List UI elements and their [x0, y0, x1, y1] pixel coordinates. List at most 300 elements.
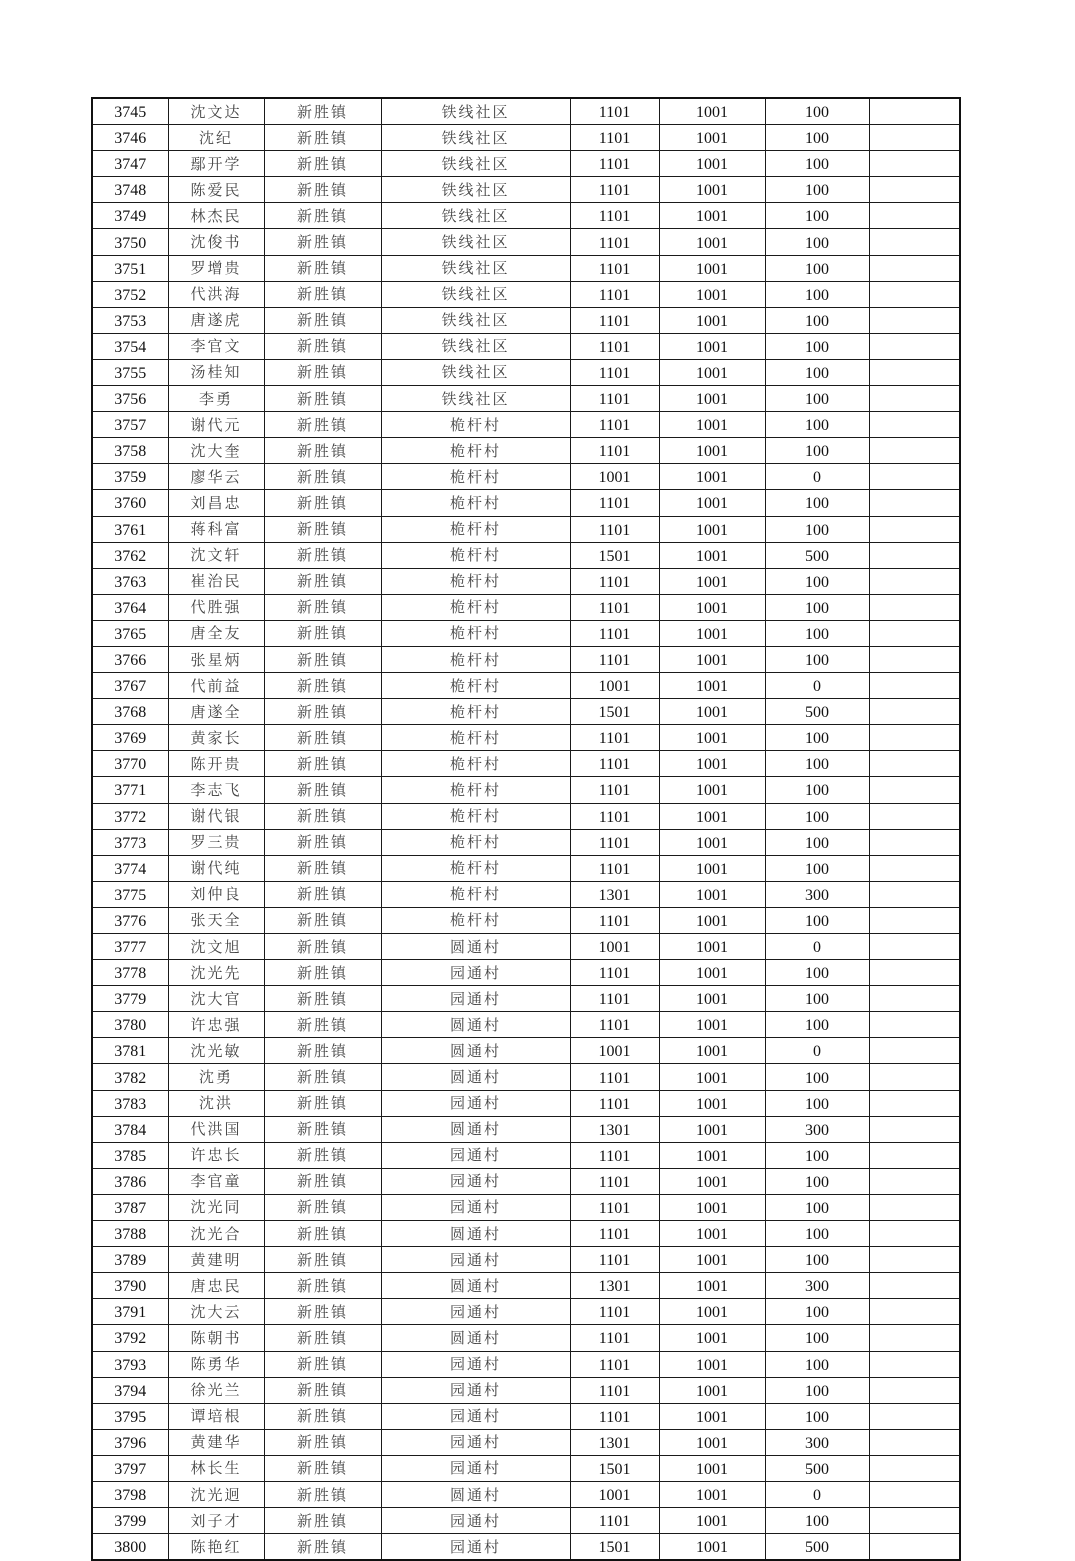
name-cell: 林长生 — [168, 1455, 264, 1481]
value-b-cell: 1001 — [659, 1090, 765, 1116]
remark-cell — [869, 855, 960, 881]
town-cell: 新胜镇 — [264, 438, 381, 464]
value-a-cell: 1501 — [570, 1455, 659, 1481]
difference-cell: 500 — [765, 1455, 869, 1481]
name-cell: 蒋科富 — [168, 516, 264, 542]
table-row — [92, 907, 960, 933]
village-cell: 园通村 — [381, 1429, 570, 1455]
name-cell: 沈光敏 — [168, 1038, 264, 1064]
value-b-cell: 1001 — [659, 98, 765, 125]
table-row — [92, 1508, 960, 1534]
village-cell: 桅杆村 — [381, 438, 570, 464]
village-cell: 园通村 — [381, 1377, 570, 1403]
table-row — [92, 307, 960, 333]
value-a-cell: 1001 — [570, 934, 659, 960]
town-cell: 新胜镇 — [264, 1534, 381, 1561]
remark-cell — [869, 464, 960, 490]
table-row — [92, 1325, 960, 1351]
remark-cell — [869, 438, 960, 464]
difference-cell: 100 — [765, 568, 869, 594]
row-number-cell: 3789 — [92, 1247, 168, 1273]
village-cell: 园通村 — [381, 1299, 570, 1325]
town-cell: 新胜镇 — [264, 1455, 381, 1481]
value-a-cell: 1101 — [570, 203, 659, 229]
remark-cell — [869, 203, 960, 229]
row-number-cell: 3782 — [92, 1064, 168, 1090]
value-a-cell: 1101 — [570, 1012, 659, 1038]
row-number-cell: 3794 — [92, 1377, 168, 1403]
row-number-cell: 3756 — [92, 386, 168, 412]
value-a-cell: 1101 — [570, 960, 659, 986]
value-b-cell: 1001 — [659, 1403, 765, 1429]
name-cell: 谢代纯 — [168, 855, 264, 881]
table-row — [92, 829, 960, 855]
village-cell: 桅杆村 — [381, 620, 570, 646]
row-number-cell: 3755 — [92, 359, 168, 385]
difference-cell: 100 — [765, 412, 869, 438]
row-number-cell: 3747 — [92, 151, 168, 177]
row-number-cell: 3770 — [92, 751, 168, 777]
town-cell: 新胜镇 — [264, 1221, 381, 1247]
town-cell: 新胜镇 — [264, 542, 381, 568]
value-b-cell: 1001 — [659, 568, 765, 594]
table-row — [92, 438, 960, 464]
town-cell: 新胜镇 — [264, 281, 381, 307]
name-cell: 李勇 — [168, 386, 264, 412]
remark-cell — [869, 1351, 960, 1377]
village-cell: 铁线社区 — [381, 359, 570, 385]
table-row — [92, 699, 960, 725]
value-a-cell: 1101 — [570, 1168, 659, 1194]
difference-cell: 300 — [765, 1429, 869, 1455]
remark-cell — [869, 934, 960, 960]
row-number-cell: 3792 — [92, 1325, 168, 1351]
village-cell: 桅杆村 — [381, 855, 570, 881]
difference-cell: 300 — [765, 881, 869, 907]
village-cell: 铁线社区 — [381, 307, 570, 333]
value-b-cell: 1001 — [659, 281, 765, 307]
value-a-cell: 1101 — [570, 986, 659, 1012]
remark-cell — [869, 307, 960, 333]
table-row — [92, 255, 960, 281]
village-cell: 铁线社区 — [381, 177, 570, 203]
value-b-cell: 1001 — [659, 1168, 765, 1194]
town-cell: 新胜镇 — [264, 1508, 381, 1534]
value-a-cell: 1101 — [570, 255, 659, 281]
remark-cell — [869, 1038, 960, 1064]
remark-cell — [869, 673, 960, 699]
row-number-cell: 3795 — [92, 1403, 168, 1429]
village-cell: 桅杆村 — [381, 516, 570, 542]
name-cell: 廖华云 — [168, 464, 264, 490]
table-row — [92, 1221, 960, 1247]
value-a-cell: 1101 — [570, 412, 659, 438]
row-number-cell: 3748 — [92, 177, 168, 203]
value-b-cell: 1001 — [659, 464, 765, 490]
village-cell: 圆通村 — [381, 1221, 570, 1247]
remark-cell — [869, 151, 960, 177]
village-cell: 桅杆村 — [381, 907, 570, 933]
row-number-cell: 3767 — [92, 673, 168, 699]
value-a-cell: 1101 — [570, 1403, 659, 1429]
value-a-cell: 1001 — [570, 673, 659, 699]
village-cell: 铁线社区 — [381, 229, 570, 255]
difference-cell: 100 — [765, 1142, 869, 1168]
remark-cell — [869, 777, 960, 803]
difference-cell: 100 — [765, 1403, 869, 1429]
table-row — [92, 386, 960, 412]
remark-cell — [869, 1064, 960, 1090]
row-number-cell: 3800 — [92, 1534, 168, 1561]
row-number-cell: 3746 — [92, 125, 168, 151]
difference-cell: 100 — [765, 1221, 869, 1247]
name-cell: 黄建华 — [168, 1429, 264, 1455]
row-number-cell: 3779 — [92, 986, 168, 1012]
town-cell: 新胜镇 — [264, 986, 381, 1012]
remark-cell — [869, 98, 960, 125]
village-cell: 铁线社区 — [381, 203, 570, 229]
value-a-cell: 1101 — [570, 1508, 659, 1534]
town-cell: 新胜镇 — [264, 907, 381, 933]
value-a-cell: 1001 — [570, 1481, 659, 1507]
value-b-cell: 1001 — [659, 1455, 765, 1481]
difference-cell: 100 — [765, 725, 869, 751]
name-cell: 沈大官 — [168, 986, 264, 1012]
remark-cell — [869, 1247, 960, 1273]
town-cell: 新胜镇 — [264, 1038, 381, 1064]
remark-cell — [869, 1325, 960, 1351]
town-cell: 新胜镇 — [264, 307, 381, 333]
difference-cell: 100 — [765, 125, 869, 151]
value-b-cell: 1001 — [659, 803, 765, 829]
remark-cell — [869, 281, 960, 307]
village-cell: 桅杆村 — [381, 542, 570, 568]
village-cell: 圆通村 — [381, 1325, 570, 1351]
difference-cell: 100 — [765, 960, 869, 986]
table-row — [92, 646, 960, 672]
name-cell: 刘仲良 — [168, 881, 264, 907]
row-number-cell: 3778 — [92, 960, 168, 986]
remark-cell — [869, 1116, 960, 1142]
row-number-cell: 3798 — [92, 1481, 168, 1507]
difference-cell: 100 — [765, 1351, 869, 1377]
remark-cell — [869, 829, 960, 855]
village-cell: 圆通村 — [381, 1064, 570, 1090]
value-a-cell: 1101 — [570, 855, 659, 881]
name-cell: 代前益 — [168, 673, 264, 699]
town-cell: 新胜镇 — [264, 1325, 381, 1351]
village-cell: 桅杆村 — [381, 464, 570, 490]
remark-cell — [869, 1221, 960, 1247]
remark-cell — [869, 1455, 960, 1481]
table-row — [92, 1038, 960, 1064]
town-cell: 新胜镇 — [264, 1142, 381, 1168]
town-cell: 新胜镇 — [264, 1194, 381, 1220]
town-cell: 新胜镇 — [264, 803, 381, 829]
village-cell: 铁线社区 — [381, 281, 570, 307]
value-b-cell: 1001 — [659, 1116, 765, 1142]
town-cell: 新胜镇 — [264, 255, 381, 281]
name-cell: 沈文旭 — [168, 934, 264, 960]
difference-cell: 100 — [765, 307, 869, 333]
name-cell: 罗增贵 — [168, 255, 264, 281]
value-b-cell: 1001 — [659, 751, 765, 777]
value-a-cell: 1101 — [570, 777, 659, 803]
value-b-cell: 1001 — [659, 516, 765, 542]
name-cell: 唐遂虎 — [168, 307, 264, 333]
town-cell: 新胜镇 — [264, 751, 381, 777]
town-cell: 新胜镇 — [264, 1168, 381, 1194]
name-cell: 沈光合 — [168, 1221, 264, 1247]
table-row — [92, 1455, 960, 1481]
value-a-cell: 1101 — [570, 177, 659, 203]
table-row — [92, 568, 960, 594]
remark-cell — [869, 255, 960, 281]
town-cell: 新胜镇 — [264, 1299, 381, 1325]
value-b-cell: 1001 — [659, 1038, 765, 1064]
table-row — [92, 490, 960, 516]
difference-cell: 100 — [765, 1325, 869, 1351]
value-b-cell: 1001 — [659, 1064, 765, 1090]
village-cell: 桅杆村 — [381, 881, 570, 907]
difference-cell: 100 — [765, 1090, 869, 1116]
table-row — [92, 934, 960, 960]
name-cell: 张星炳 — [168, 646, 264, 672]
value-b-cell: 1001 — [659, 125, 765, 151]
row-number-cell: 3766 — [92, 646, 168, 672]
remark-cell — [869, 699, 960, 725]
table-row — [92, 594, 960, 620]
table-row — [92, 960, 960, 986]
name-cell: 李官童 — [168, 1168, 264, 1194]
value-b-cell: 1001 — [659, 620, 765, 646]
row-number-cell: 3781 — [92, 1038, 168, 1064]
town-cell: 新胜镇 — [264, 620, 381, 646]
value-b-cell: 1001 — [659, 1351, 765, 1377]
town-cell: 新胜镇 — [264, 229, 381, 255]
town-cell: 新胜镇 — [264, 855, 381, 881]
value-b-cell: 1001 — [659, 1429, 765, 1455]
village-cell: 桅杆村 — [381, 673, 570, 699]
row-number-cell: 3759 — [92, 464, 168, 490]
value-a-cell: 1101 — [570, 568, 659, 594]
table-row — [92, 98, 960, 125]
name-cell: 罗三贵 — [168, 829, 264, 855]
difference-cell: 0 — [765, 1481, 869, 1507]
value-a-cell: 1101 — [570, 1194, 659, 1220]
table-row — [92, 986, 960, 1012]
row-number-cell: 3791 — [92, 1299, 168, 1325]
name-cell: 沈洪 — [168, 1090, 264, 1116]
value-b-cell: 1001 — [659, 986, 765, 1012]
remark-cell — [869, 516, 960, 542]
difference-cell: 100 — [765, 177, 869, 203]
name-cell: 谭培根 — [168, 1403, 264, 1429]
value-b-cell: 1001 — [659, 646, 765, 672]
town-cell: 新胜镇 — [264, 1247, 381, 1273]
value-a-cell: 1301 — [570, 1429, 659, 1455]
table-row — [92, 333, 960, 359]
difference-cell: 500 — [765, 542, 869, 568]
row-number-cell: 3763 — [92, 568, 168, 594]
value-a-cell: 1101 — [570, 490, 659, 516]
value-a-cell: 1101 — [570, 1221, 659, 1247]
value-b-cell: 1001 — [659, 829, 765, 855]
table-row — [92, 516, 960, 542]
name-cell: 谢代银 — [168, 803, 264, 829]
village-cell: 桅杆村 — [381, 490, 570, 516]
value-a-cell: 1301 — [570, 1116, 659, 1142]
value-a-cell: 1101 — [570, 1247, 659, 1273]
difference-cell: 500 — [765, 699, 869, 725]
difference-cell: 100 — [765, 255, 869, 281]
difference-cell: 100 — [765, 594, 869, 620]
value-a-cell: 1101 — [570, 725, 659, 751]
name-cell: 代洪国 — [168, 1116, 264, 1142]
value-b-cell: 1001 — [659, 1221, 765, 1247]
remark-cell — [869, 803, 960, 829]
remark-cell — [869, 725, 960, 751]
table-row — [92, 412, 960, 438]
name-cell: 李官文 — [168, 333, 264, 359]
remark-cell — [869, 229, 960, 255]
remark-cell — [869, 1012, 960, 1038]
table-row — [92, 1116, 960, 1142]
remark-cell — [869, 751, 960, 777]
value-b-cell: 1001 — [659, 1481, 765, 1507]
row-number-cell: 3771 — [92, 777, 168, 803]
difference-cell: 300 — [765, 1116, 869, 1142]
name-cell: 陈开贵 — [168, 751, 264, 777]
table-row — [92, 1481, 960, 1507]
value-b-cell: 1001 — [659, 725, 765, 751]
value-a-cell: 1101 — [570, 333, 659, 359]
value-a-cell: 1101 — [570, 98, 659, 125]
town-cell: 新胜镇 — [264, 725, 381, 751]
value-b-cell: 1001 — [659, 255, 765, 281]
value-a-cell: 1101 — [570, 1377, 659, 1403]
town-cell: 新胜镇 — [264, 151, 381, 177]
town-cell: 新胜镇 — [264, 1351, 381, 1377]
value-b-cell: 1001 — [659, 673, 765, 699]
value-a-cell: 1501 — [570, 1534, 659, 1561]
value-a-cell: 1101 — [570, 1090, 659, 1116]
row-number-cell: 3751 — [92, 255, 168, 281]
row-number-cell: 3757 — [92, 412, 168, 438]
remark-cell — [869, 568, 960, 594]
row-number-cell: 3754 — [92, 333, 168, 359]
row-number-cell: 3772 — [92, 803, 168, 829]
remark-cell — [869, 1534, 960, 1561]
table-row — [92, 1247, 960, 1273]
village-cell: 园通村 — [381, 1455, 570, 1481]
village-cell: 圆通村 — [381, 934, 570, 960]
value-b-cell: 1001 — [659, 542, 765, 568]
village-cell: 桅杆村 — [381, 751, 570, 777]
town-cell: 新胜镇 — [264, 333, 381, 359]
table-row — [92, 229, 960, 255]
value-b-cell: 1001 — [659, 1325, 765, 1351]
table-row — [92, 673, 960, 699]
name-cell: 沈文达 — [168, 98, 264, 125]
remark-cell — [869, 1194, 960, 1220]
town-cell: 新胜镇 — [264, 1429, 381, 1455]
town-cell: 新胜镇 — [264, 1116, 381, 1142]
town-cell: 新胜镇 — [264, 594, 381, 620]
value-a-cell: 1101 — [570, 751, 659, 777]
row-number-cell: 3768 — [92, 699, 168, 725]
value-b-cell: 1001 — [659, 777, 765, 803]
value-a-cell: 1101 — [570, 307, 659, 333]
difference-cell: 100 — [765, 333, 869, 359]
town-cell: 新胜镇 — [264, 1090, 381, 1116]
name-cell: 谢代元 — [168, 412, 264, 438]
name-cell: 沈光同 — [168, 1194, 264, 1220]
row-number-cell: 3752 — [92, 281, 168, 307]
name-cell: 徐光兰 — [168, 1377, 264, 1403]
name-cell: 沈光先 — [168, 960, 264, 986]
village-cell: 铁线社区 — [381, 151, 570, 177]
value-a-cell: 1101 — [570, 803, 659, 829]
difference-cell: 100 — [765, 281, 869, 307]
row-number-cell: 3764 — [92, 594, 168, 620]
town-cell: 新胜镇 — [264, 673, 381, 699]
name-cell: 沈纪 — [168, 125, 264, 151]
name-cell: 唐忠民 — [168, 1273, 264, 1299]
value-b-cell: 1001 — [659, 934, 765, 960]
value-a-cell: 1101 — [570, 620, 659, 646]
village-cell: 铁线社区 — [381, 255, 570, 281]
town-cell: 新胜镇 — [264, 934, 381, 960]
village-cell: 圆通村 — [381, 1012, 570, 1038]
town-cell: 新胜镇 — [264, 125, 381, 151]
value-b-cell: 1001 — [659, 307, 765, 333]
difference-cell: 100 — [765, 203, 869, 229]
remark-cell — [869, 412, 960, 438]
remark-cell — [869, 1168, 960, 1194]
table-row — [92, 1090, 960, 1116]
village-cell: 桅杆村 — [381, 646, 570, 672]
row-number-cell: 3774 — [92, 855, 168, 881]
difference-cell: 100 — [765, 1377, 869, 1403]
name-cell: 代洪海 — [168, 281, 264, 307]
value-b-cell: 1001 — [659, 1012, 765, 1038]
village-cell: 桅杆村 — [381, 412, 570, 438]
name-cell: 刘昌忠 — [168, 490, 264, 516]
table-row — [92, 751, 960, 777]
value-b-cell: 1001 — [659, 699, 765, 725]
name-cell: 沈文轩 — [168, 542, 264, 568]
row-number-cell: 3776 — [92, 907, 168, 933]
name-cell: 沈俊书 — [168, 229, 264, 255]
town-cell: 新胜镇 — [264, 412, 381, 438]
difference-cell: 100 — [765, 777, 869, 803]
table-row — [92, 1299, 960, 1325]
value-a-cell: 1101 — [570, 125, 659, 151]
table-row — [92, 1273, 960, 1299]
difference-cell: 100 — [765, 359, 869, 385]
remark-cell — [869, 1273, 960, 1299]
value-a-cell: 1101 — [570, 281, 659, 307]
name-cell: 汤桂知 — [168, 359, 264, 385]
town-cell: 新胜镇 — [264, 177, 381, 203]
row-number-cell: 3769 — [92, 725, 168, 751]
name-cell: 李志飞 — [168, 777, 264, 803]
town-cell: 新胜镇 — [264, 1377, 381, 1403]
name-cell: 崔治民 — [168, 568, 264, 594]
value-b-cell: 1001 — [659, 438, 765, 464]
difference-cell: 100 — [765, 490, 869, 516]
